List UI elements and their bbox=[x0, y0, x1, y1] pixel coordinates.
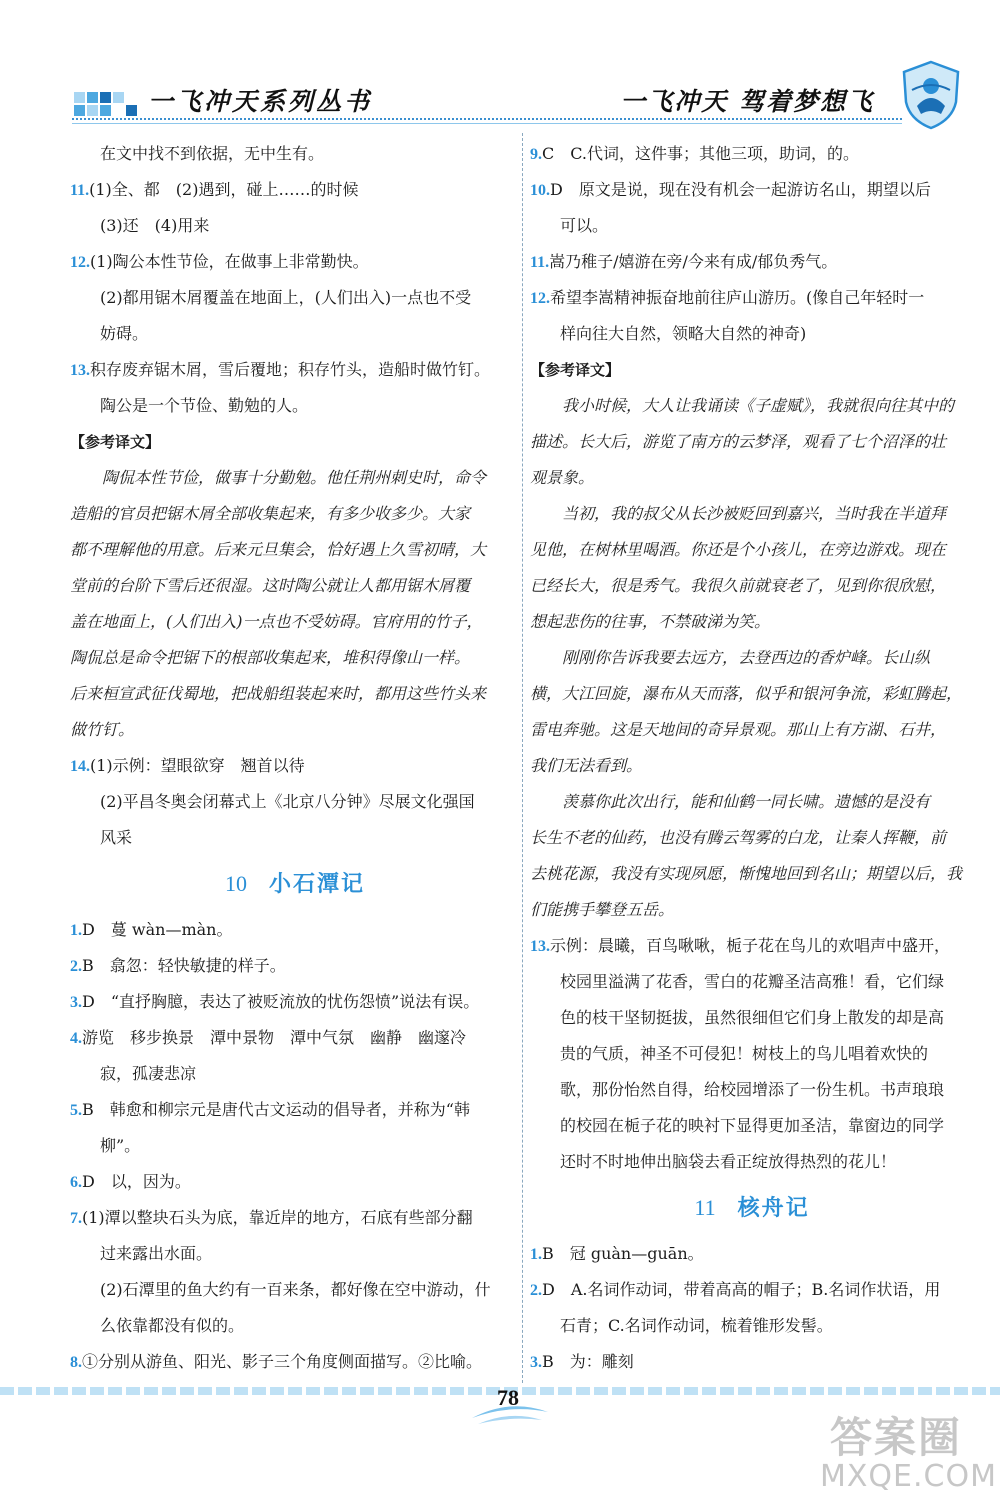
question-number: 14. bbox=[70, 758, 90, 775]
line-text: 的校园在栀子花的映衬下显得更加圣洁，靠窗边的同学 bbox=[560, 1116, 945, 1135]
line-text: 样向往大自然，领略大自然的神奇) bbox=[560, 324, 807, 343]
answer-item bbox=[70, 1092, 520, 1128]
question-number: 7. bbox=[70, 1210, 82, 1227]
answer-continuation bbox=[530, 316, 974, 352]
line-text: 过来露出水面。 bbox=[100, 1244, 213, 1263]
line-text: 柳”。 bbox=[100, 1136, 141, 1155]
line-text: D 蔓 wàn—màn。 bbox=[82, 920, 233, 939]
line-text: 我小时候，大人让我诵读《子虚赋》，我就很向往其中的 bbox=[562, 396, 955, 415]
line-text: D 原文是说，现在没有机会一起游访名山，期望以后 bbox=[550, 180, 931, 199]
answer-item bbox=[530, 1344, 974, 1380]
answer-item bbox=[530, 136, 974, 172]
line-text: B 韩愈和柳宗元是唐代古文运动的倡导者，并称为“韩 bbox=[82, 1100, 470, 1119]
translation-paragraph-start bbox=[530, 496, 974, 532]
translation-line bbox=[70, 712, 520, 748]
translation-line bbox=[70, 496, 520, 532]
line-text: 在文中找不到依据，无中生有。 bbox=[100, 144, 325, 163]
question-number: 13. bbox=[530, 938, 550, 955]
line-text: 陶侃本性节俭，做事十分勤勉。他任荆州刺史时，命令 bbox=[102, 468, 487, 487]
line-text: C C.代词，这件事；其他三项，助词，的。 bbox=[542, 144, 860, 163]
line-text: 盖在地面上，(人们出入)一点也不受妨碍。官府用的竹子， bbox=[70, 612, 483, 631]
line-text: D 以，因为。 bbox=[82, 1172, 191, 1191]
answer-item bbox=[70, 948, 520, 984]
site-watermark bbox=[820, 1405, 997, 1495]
answer-continuation bbox=[70, 136, 520, 172]
line-text: ①分别从游鱼、阳光、影子三个角度侧面描写。②比喻。 bbox=[82, 1352, 483, 1371]
question-number: 3. bbox=[530, 1354, 542, 1371]
header-decoration-squares bbox=[72, 78, 142, 128]
answer-item bbox=[70, 1344, 520, 1380]
translation-line bbox=[530, 748, 974, 784]
watermark-url: MXQE.COM bbox=[820, 1459, 997, 1494]
answer-continuation bbox=[70, 784, 520, 820]
answer-item bbox=[530, 1236, 974, 1272]
line-text: D A.名词作动词，带着高高的帽子；B.名词作状语，用 bbox=[542, 1280, 941, 1299]
translation-line bbox=[70, 640, 520, 676]
answer-continuation bbox=[530, 1000, 974, 1036]
line-text: 长生不老的仙药，也没有腾云驾雾的白龙，让秦人挥鞭，前 bbox=[530, 828, 947, 847]
question-number: 11. bbox=[70, 182, 90, 199]
answer-item bbox=[70, 244, 520, 280]
question-number: 5. bbox=[70, 1102, 82, 1119]
translation-label bbox=[530, 352, 974, 388]
line-text: 妨碍。 bbox=[100, 324, 149, 343]
page-number: 78 bbox=[497, 1385, 519, 1410]
translation-line bbox=[530, 712, 974, 748]
translation-line bbox=[530, 460, 974, 496]
watermark-logo-text: 答案圈 bbox=[830, 1413, 963, 1462]
translation-line bbox=[530, 820, 974, 856]
line-text: (1)全、都 (2)遇到，碰上……的时候 bbox=[89, 180, 359, 199]
translation-line bbox=[70, 676, 520, 712]
translation-paragraph-start bbox=[530, 640, 974, 676]
question-number: 2. bbox=[70, 958, 82, 975]
answer-item bbox=[530, 1272, 974, 1308]
answer-continuation bbox=[70, 280, 520, 316]
translation-line bbox=[530, 856, 974, 892]
answer-item bbox=[70, 352, 520, 388]
answer-item bbox=[70, 984, 520, 1020]
translation-line bbox=[530, 892, 974, 928]
translation-paragraph-start bbox=[70, 460, 520, 496]
line-text: 贵的气质，神圣不可侵犯！树枝上的鸟儿唱着欢快的 bbox=[560, 1044, 929, 1063]
question-number: 6. bbox=[70, 1174, 82, 1191]
series-title-left: 一飞冲天系列丛书 bbox=[148, 87, 373, 116]
line-text: 可以。 bbox=[560, 216, 609, 235]
section-title bbox=[530, 1180, 974, 1236]
section-title bbox=[70, 856, 520, 912]
line-text: 示例：晨曦，百鸟啾啾，栀子花在鸟儿的欢唱声中盛开， bbox=[550, 936, 951, 955]
column-divider bbox=[522, 133, 523, 1383]
line-text: 积存废弃锯木屑，雪后覆地；积存竹头，造船时做竹钉。 bbox=[90, 360, 491, 379]
answer-continuation bbox=[70, 388, 520, 424]
answer-item bbox=[530, 280, 974, 316]
line-text: 【参考译文】 bbox=[70, 433, 161, 451]
line-text: (1)示例：望眼欲穿 翘首以待 bbox=[90, 756, 305, 775]
left-answer-column bbox=[70, 136, 520, 1380]
line-text: 校园里溢满了花香，雪白的花瓣圣洁高雅！看，它们绿 bbox=[560, 972, 945, 991]
line-text: 【参考译文】 bbox=[530, 361, 621, 379]
answer-item bbox=[70, 1164, 520, 1200]
header-rule bbox=[72, 123, 902, 124]
line-text: 羡慕你此次出行，能和仙鹤一同长啸。遗憾的是没有 bbox=[562, 792, 931, 811]
translation-line bbox=[70, 568, 520, 604]
line-text: 们能携手攀登五岳。 bbox=[530, 900, 675, 919]
answer-item bbox=[70, 912, 520, 948]
question-number: 12. bbox=[530, 290, 550, 307]
translation-line bbox=[530, 676, 974, 712]
answer-continuation bbox=[70, 1236, 520, 1272]
question-number: 3. bbox=[70, 994, 82, 1011]
line-text: B 翕忽：轻快敏捷的样子。 bbox=[82, 956, 286, 975]
question-number: 1. bbox=[70, 922, 82, 939]
answer-item bbox=[530, 928, 974, 964]
translation-line bbox=[530, 568, 974, 604]
translation-paragraph-start bbox=[530, 388, 974, 424]
answer-continuation bbox=[530, 1072, 974, 1108]
line-text: 陶侃总是命令把锯下的根部收集起来，堆积得像山一样。 bbox=[70, 648, 471, 667]
answer-continuation bbox=[70, 820, 520, 856]
header-dotted-line bbox=[72, 118, 902, 120]
series-slogan-right: 一飞冲天 驾着梦想飞 bbox=[620, 87, 874, 116]
answer-item bbox=[70, 1200, 520, 1236]
answer-continuation bbox=[70, 208, 520, 244]
line-text: 歌，那份怡然自得，给校园增添了一份生机。书声琅琅 bbox=[560, 1080, 945, 1099]
translation-line bbox=[530, 424, 974, 460]
line-text: (3)还 (4)用来 bbox=[100, 216, 210, 235]
shield-emblem-icon bbox=[900, 60, 962, 130]
answer-item bbox=[70, 1020, 520, 1056]
answer-item bbox=[530, 244, 974, 280]
line-text: 当初，我的叔父从长沙被贬回到嘉兴，当时我在半道拜 bbox=[562, 504, 947, 523]
line-text: (1)陶公本性节俭，在做事上非常勤快。 bbox=[90, 252, 369, 271]
translation-paragraph-start bbox=[530, 784, 974, 820]
line-text: 游览 移步换景 潭中景物 潭中气氛 幽静 幽邃冷 bbox=[82, 1028, 467, 1047]
line-text: 色的枝干坚韧挺拔，虽然很细但它们身上散发的却是高 bbox=[560, 1008, 945, 1027]
section-heading: 核舟记 bbox=[737, 1196, 810, 1221]
line-text: 风采 bbox=[100, 828, 133, 847]
line-text: 么依靠都没有似的。 bbox=[100, 1316, 245, 1335]
section-number: 11 bbox=[694, 1195, 716, 1220]
line-text: 做竹钉。 bbox=[70, 720, 135, 739]
line-text: 希望李嵩精神振奋地前往庐山游历。(像自己年轻时一 bbox=[550, 288, 925, 307]
answer-item bbox=[70, 172, 520, 208]
answer-continuation bbox=[70, 1308, 520, 1344]
answer-continuation bbox=[530, 1108, 974, 1144]
line-text: (2)石潭里的鱼大约有一百来条，都好像在空中游动，什 bbox=[100, 1280, 491, 1299]
line-text: (2)都用锯木屑覆盖在地面上，(人们出入)一点也不受 bbox=[100, 288, 472, 307]
line-text: B 为：雕刻 bbox=[542, 1352, 634, 1371]
line-text: 想起悲伤的往事，不禁破涕为笑。 bbox=[530, 612, 771, 631]
line-text: 陶公是一个节俭、勤勉的人。 bbox=[100, 396, 309, 415]
answer-continuation bbox=[530, 1144, 974, 1180]
line-text: 刚刚你告诉我要去远方，去登西边的香炉峰。长山纵 bbox=[562, 648, 931, 667]
question-number: 1. bbox=[530, 1246, 542, 1263]
line-text: 观景象。 bbox=[530, 468, 595, 487]
question-number: 4. bbox=[70, 1030, 82, 1047]
line-text: 去桃花源，我没有实现夙愿，惭愧地回到名山；期望以后，我 bbox=[530, 864, 963, 883]
translation-line bbox=[70, 532, 520, 568]
answer-continuation bbox=[70, 316, 520, 352]
page-header bbox=[0, 0, 1000, 135]
line-text: 雷电奔驰。这是天地间的奇异景观。那山上有方湖、石井， bbox=[530, 720, 947, 739]
question-number: 8. bbox=[70, 1354, 82, 1371]
line-text: 我们无法看到。 bbox=[530, 756, 643, 775]
line-text: 后来桓宣武征伐蜀地，把战船组装起来时，都用这些竹头来 bbox=[70, 684, 487, 703]
answer-continuation bbox=[530, 1036, 974, 1072]
translation-line bbox=[70, 604, 520, 640]
answer-continuation bbox=[70, 1128, 520, 1164]
answer-continuation bbox=[70, 1272, 520, 1308]
line-text: 嵩乃稚子/嬉游在旁/今来有成/郁负秀气。 bbox=[549, 252, 838, 271]
question-number: 9. bbox=[530, 146, 542, 163]
section-heading: 小石潭记 bbox=[268, 872, 365, 897]
line-text: (1)潭以整块石头为底，靠近岸的地方，石底有些部分翻 bbox=[82, 1208, 473, 1227]
answer-continuation bbox=[530, 1308, 974, 1344]
line-text: 还时不时地伸出脑袋去看正绽放得热烈的花儿！ bbox=[560, 1152, 897, 1171]
line-text: D “直抒胸臆，表达了被贬流放的忧伤怨愤”说法有误。 bbox=[82, 992, 480, 1011]
right-answer-column bbox=[530, 136, 974, 1380]
answer-continuation bbox=[530, 208, 974, 244]
question-number: 10. bbox=[530, 182, 550, 199]
translation-line bbox=[530, 532, 974, 568]
line-text: 寂，孤凄悲凉 bbox=[100, 1064, 197, 1083]
translation-label bbox=[70, 424, 520, 460]
line-text: 造船的官员把锯木屑全部收集起来，有多少收多少。大家 bbox=[70, 504, 471, 523]
line-text: 描述。长大后，游览了南方的云梦泽，观看了七个沼泽的壮 bbox=[530, 432, 947, 451]
question-number: 12. bbox=[70, 254, 90, 271]
question-number: 2. bbox=[530, 1282, 542, 1299]
line-text: 石青；C.名词作动词，梳着锥形发髻。 bbox=[560, 1316, 833, 1335]
line-text: 横，大江回旋，瀑布从天而落，似乎和银河争流，彩虹腾起， bbox=[530, 684, 963, 703]
section-number: 10 bbox=[224, 871, 247, 896]
question-number: 11. bbox=[530, 254, 550, 271]
line-text: 堂前的台阶下雪后还很湿。这时陶公就让人都用锯木屑覆 bbox=[70, 576, 471, 595]
line-text: 见他，在树林里喝酒。你还是个小孩儿，在旁边游戏。现在 bbox=[530, 540, 947, 559]
answer-continuation bbox=[70, 1056, 520, 1092]
question-number: 13. bbox=[70, 362, 90, 379]
answer-item bbox=[70, 748, 520, 784]
translation-line bbox=[530, 604, 974, 640]
answer-item bbox=[530, 172, 974, 208]
line-text: 已经长大，很是秀气。我很久前就衰老了，见到你很欣慰， bbox=[530, 576, 947, 595]
line-text: (2)平昌冬奥会闭幕式上《北京八分钟》尽展文化强国 bbox=[100, 792, 475, 811]
line-text: 都不理解他的用意。后来元旦集会，恰好遇上久雪初晴，大 bbox=[70, 540, 487, 559]
answer-continuation bbox=[530, 964, 974, 1000]
line-text: B 冠 guàn—guān。 bbox=[542, 1244, 704, 1263]
